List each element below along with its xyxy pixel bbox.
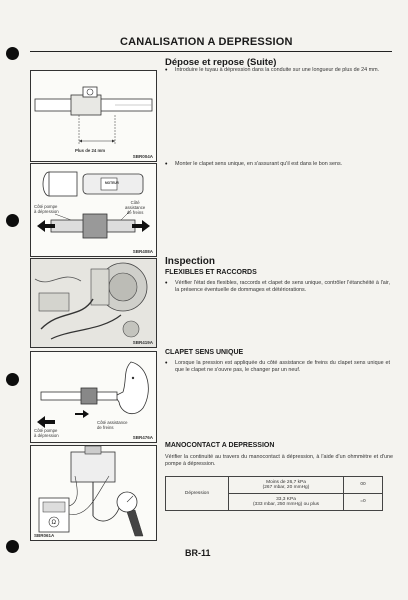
figure-hose-insertion [30,70,157,162]
figure-code: SBR476A [132,435,153,440]
figure-check-valve-orientation [30,163,157,257]
bullet: • [165,360,168,367]
hoses-inspection-text: Vérifier l'état des flexibles, raccords et clapet de sens unique, contrôler l'étanchéité à l'air, la présence éventuelle de dommages et détériorations. [175,280,390,293]
vacuum-switch-text: Vérifier la continuité au travers du manocontact à dépression, à l'aide d'un ohmmètre et d'une pompe à dépression. [165,454,393,467]
section-title-removal: Dépose et repose (Suite) [165,57,277,68]
ohmmeter-drawing [31,446,156,540]
table-cell-condition: Moins de 26,7 kPa (267 mbar, 20 mmHg) [229,477,344,494]
figure-label-pump-side: Côté pompe à dépression [34,204,59,214]
page-title: CANALISATION A DEPRESSION [120,36,293,48]
step-mount-valve: Monter le clapet sens unique, en s'assurant qu'il est dans le bon sens. [175,161,343,167]
binder-hole [6,214,19,227]
figure-code: SBR408A [132,249,153,254]
figure-code: SBR061A [34,533,55,538]
arrow-left-icon [37,416,55,428]
table-cell-result: =0 [344,494,383,511]
section-title-inspection: Inspection [165,256,216,267]
subsection-title-vacuum-switch: MANOCONTACT A DEPRESSION [165,442,275,449]
binder-hole [6,540,19,553]
binder-hole [6,47,19,60]
figure-label-brake-side: Côté assistance de freins [97,420,128,430]
figure-label-brake-side: Côté assistance de freins [125,200,146,215]
subsection-title-check-valve: CLAPET SENS UNIQUE [165,349,244,356]
figure-engine-bay [30,258,157,348]
title-divider [30,51,392,52]
table-cell-condition: 33,3 KPa (333 mbar, 250 mmHg) ou plus [229,494,344,511]
step-insert-hose: Introduire le tuyau à dépression dans la conduite sur une longueur de plus de 24 mm. [175,67,380,73]
vacuum-switch-table [165,476,383,511]
figure-code: SBR004A [132,154,153,159]
svg-text:Ω: Ω [51,520,56,526]
table-cell-result: 00 [344,477,383,494]
table-row [166,477,383,494]
page-number: BR-11 [185,548,211,558]
figure-valve-test [30,351,157,443]
bullet: • [165,280,168,287]
engine-bay-drawing [31,259,156,347]
figure-ohmmeter-vacuum-test [30,445,157,541]
figure-code: SBR419A [132,340,153,345]
check-valve-text: Lorsque la pression est appliquée du côté assistance de freins du clapet sens unique et que le clapet ne s'ouvre pas, le changer par un neuf. [175,360,390,373]
figure-marker-label: MOTEUR [105,181,119,185]
table-row-label: Dépression [166,477,229,511]
binder-hole [6,373,19,386]
bullet: • [165,161,168,168]
arrow-right-icon [75,410,89,418]
figure-label-pump-side: Côté pompe à dépression [34,428,59,438]
subsection-title-hoses: FLEXIBLES ET RACCORDS [165,269,257,276]
bullet: • [165,67,168,74]
figure-label-length: Plus de 24 mm [75,148,106,153]
